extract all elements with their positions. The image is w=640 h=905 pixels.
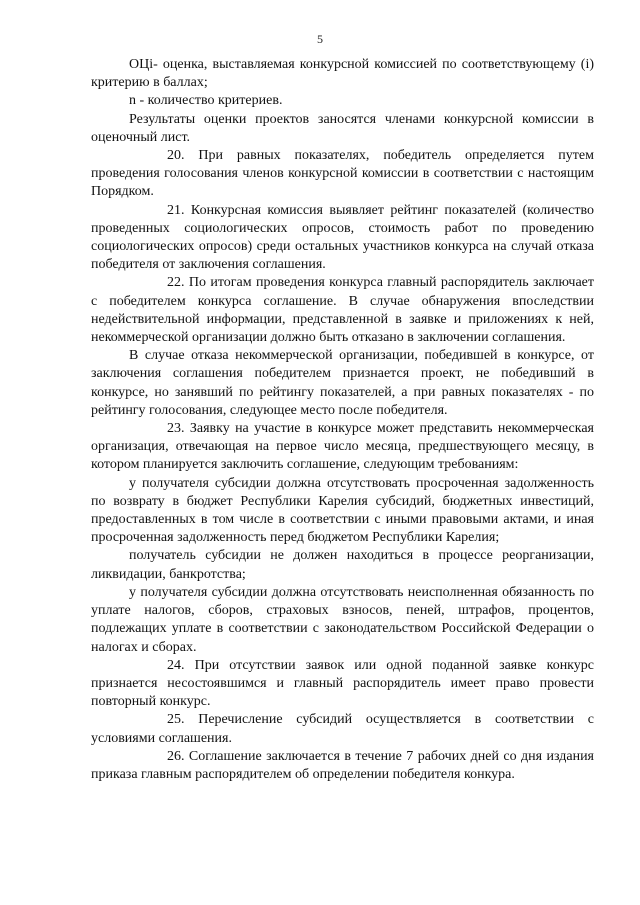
paragraph-20 — [91, 147, 594, 202]
paragraph-text: При отсутствии заявок или одной поданной заявке конкурс признается несостоявшимся и главный распорядитель имеет право провести повторный конкурс. — [91, 657, 595, 710]
paragraph-number: 20. — [167, 148, 185, 164]
paragraph-21 — [91, 202, 594, 275]
paragraph-number: 22. — [167, 275, 185, 291]
paragraph-26 — [91, 748, 594, 784]
paragraph-23 — [91, 420, 594, 475]
paragraph-number: 25. — [167, 712, 185, 728]
paragraph-23-requirement-debt — [91, 475, 594, 548]
paragraph-ocj — [91, 56, 594, 92]
paragraph-number: 26. — [167, 748, 185, 764]
paragraph-number: 21. — [167, 202, 185, 218]
paragraph-22-continued — [91, 347, 594, 420]
paragraph-text: Конкурсная комиссия выявляет рейтинг показателей (количество проведенных социологических опросов, стоимость работ по проведению социологических опросов) среди остальных участников конкурса на случай отказа победителя от заключения соглашения. — [91, 202, 594, 273]
paragraph-text: n - количество критериев. — [129, 93, 283, 109]
paragraph-25 — [91, 711, 594, 747]
paragraph-text: у получателя субсидии должна отсутствовать просроченная задолженность по возврату в бюджет Республики Карелия субсидий, бюджетных инвестиций, предоставленных в том числе в соответствии с иными правовыми актами, и иная просроченная задолженность перед бюджетом Республики Карелия; — [91, 475, 594, 546]
paragraph-23-requirement-taxes — [91, 584, 594, 657]
paragraph-number: 23. — [167, 421, 185, 437]
paragraph-text: В случае отказа некоммерческой организации, победившей в конкурсе, от заключения соглашения победителем признается проект, не победивший в конкурсе, но занявший по рейтингу показателей, а при равных показателях - по рейтингу голосования, следующее место после победителя. — [91, 348, 594, 418]
paragraph-text: Соглашение заключается в течение 7 рабочих дней со дня издания приказа главным распорядителем об определении победителя конкура. — [91, 748, 594, 782]
paragraph-text: у получателя субсидии должна отсутствовать неисполненная обязанность по уплате налогов, сборов, страховых взносов, пеней, штрафов, процентов, подлежащих уплате в соответствии с законодательством Российской Федерации о налогах и сборах. — [91, 584, 594, 655]
paragraph-text: ОЦi- оценка, выставляемая конкурсной комиссией по соответствующему (i) критерию в баллах; — [91, 57, 594, 91]
paragraph-text: При равных показателях, победитель определяется путем проведения голосования членов конкурсной комиссии в соответствии с настоящим Порядком. — [91, 148, 594, 200]
paragraph-23-requirement-reorg — [91, 547, 594, 583]
paragraph-22 — [91, 274, 594, 347]
paragraph-text: Заявку на участие в конкурсе может представить некоммерческая организация, отвечающая на первое число месяца, предшествующего месяцу, в котором планируется заключить соглашение, следующим требованиям: — [91, 421, 594, 473]
page-number: 5 — [317, 32, 323, 46]
document-body — [91, 56, 594, 784]
paragraph-n — [91, 92, 594, 110]
paragraph-24 — [91, 657, 594, 712]
paragraph-text: Перечисление субсидий осуществляется в соответствии с условиями соглашения. — [91, 712, 594, 746]
paragraph-text: По итогам проведения конкурса главный распорядитель заключает с победителем конкурса соглашение. В случае обнаружения впоследствии недействительной информации, представленной в заявке и приложениях к ней, некоммерческой организации должно быть отказано в заключении соглашения. — [91, 275, 595, 346]
paragraph-number: 24. — [167, 657, 185, 673]
paragraph-results — [91, 111, 594, 147]
paragraph-text: Результаты оценки проектов заносятся членами конкурсной комиссии в оценочный лист. — [91, 111, 594, 145]
paragraph-text: получатель субсидии не должен находиться в процессе реорганизации, ликвидации, банкротства; — [91, 548, 594, 582]
